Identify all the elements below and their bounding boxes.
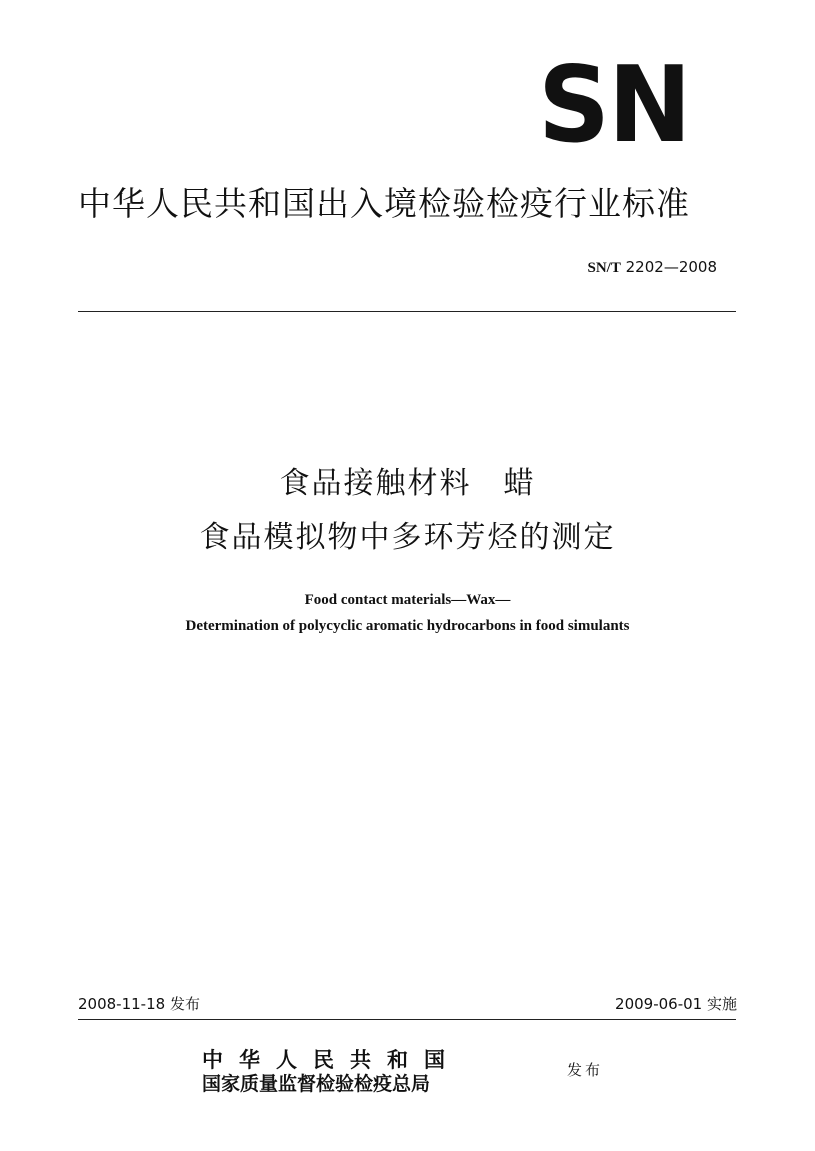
cn-title-line-1: 食品接触材料 蜡 <box>279 466 536 501</box>
issuer-block <box>202 1048 461 1096</box>
standard-code-number: 2202—2008 <box>625 258 717 276</box>
standard-category-title: 中华人民共和国出入境检验检疫行业标准 <box>78 184 690 223</box>
cn-title-line-2: 食品模拟物中多环芳烃的测定 <box>199 520 616 555</box>
issuer-line-1: 中华人民共和国 <box>202 1047 461 1072</box>
en-title-line-2: Determination of polycyclic aromatic hydrocarbons in food simulants <box>185 618 630 634</box>
implementation-date: 2009-06-01 实施 <box>615 995 737 1013</box>
en-title-line-1: Food contact materials—Wax— <box>304 592 511 608</box>
standard-code-prefix: SN/T <box>587 260 621 276</box>
bottom-divider <box>78 1019 736 1020</box>
issue-action: 发布 <box>567 1061 604 1079</box>
sn-logo: SN <box>538 43 690 167</box>
top-divider <box>78 311 736 312</box>
issue-date: 2008-11-18 发布 <box>78 995 200 1013</box>
standard-code <box>588 257 718 278</box>
issuer-line-2: 国家质量监督检验检疫总局 <box>202 1073 431 1095</box>
